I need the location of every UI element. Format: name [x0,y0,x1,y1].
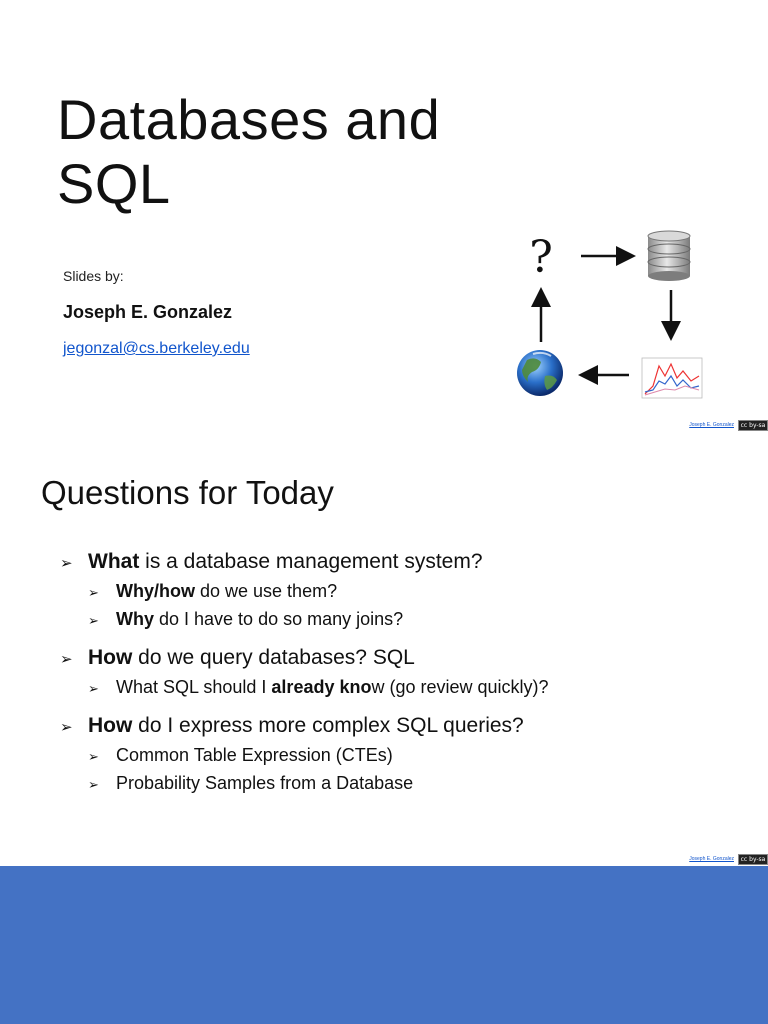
title-slide [0,0,768,432]
bullet-level-1 [60,548,750,578]
database-icon [648,231,690,281]
creative-commons-license-icon: cc by-sa [738,854,768,865]
bullet-arrow-icon: ➢ [88,681,99,696]
bullet-level-2 [60,578,750,606]
bullet-arrow-icon: ➢ [60,719,73,736]
title-line-2: SQL [57,152,171,215]
bullet-bold: What [88,550,140,573]
bullet-arrow-icon: ➢ [88,585,99,600]
bullet-level-2 [60,770,750,798]
author-credit-link[interactable]: Joseph E. Gonzalez [689,422,734,428]
bullet-text: is a database management system? [139,550,483,573]
bullet-level-2 [60,742,750,770]
bullet-text: do we use them? [195,581,338,601]
bullet-arrow-icon: ➢ [88,749,99,764]
creative-commons-license-icon: cc by-sa [738,420,768,431]
question-mark-icon: ? [529,232,553,283]
next-slide-partial [0,866,768,1024]
author-name: Joseph E. Gonzalez [63,302,233,322]
bullet-level-1 [60,644,750,674]
bullet-level-1 [60,712,750,742]
slide-title [57,88,440,216]
bullet-arrow-icon: ➢ [60,555,73,572]
author-credit-link[interactable]: Joseph E. Gonzalez [689,856,734,862]
bullet-text: do I have to do so many joins? [154,609,404,629]
title-line-1: Databases and [57,88,441,151]
data-science-cycle-diagram [505,226,715,406]
earth-globe-icon [517,350,563,396]
questions-slide [0,432,768,866]
bullet-text: Common Table Expression (CTEs) [116,745,393,765]
bullet-arrow-icon: ➢ [60,651,73,668]
line-chart-icon [642,358,702,398]
bullet-bold: How [88,646,133,669]
bullet-text: do I express more complex SQL queries? [132,714,524,737]
bullet-level-2 [60,606,750,634]
bullet-arrow-icon: ➢ [88,613,99,628]
author-email-link[interactable]: jegonzal@cs.berkeley.edu [63,340,250,357]
bullet-text: What SQL should I [116,677,272,697]
bullet-bold: already kno [271,677,372,697]
bullet-level-2 [60,674,750,702]
bullet-list [60,548,750,798]
bullet-bold: How [88,714,133,737]
bullet-text: w (go review quickly)? [371,677,549,697]
bullet-bold: Why [116,609,154,629]
bullet-text: Probability Samples from a Database [116,773,414,793]
bullet-arrow-icon: ➢ [88,777,99,792]
bullet-bold: Why/how [116,581,195,601]
slide-title: Questions for Today [41,474,334,511]
bullet-text: do we query databases? SQL [132,646,415,669]
byline-label: Slides by: [63,268,124,284]
